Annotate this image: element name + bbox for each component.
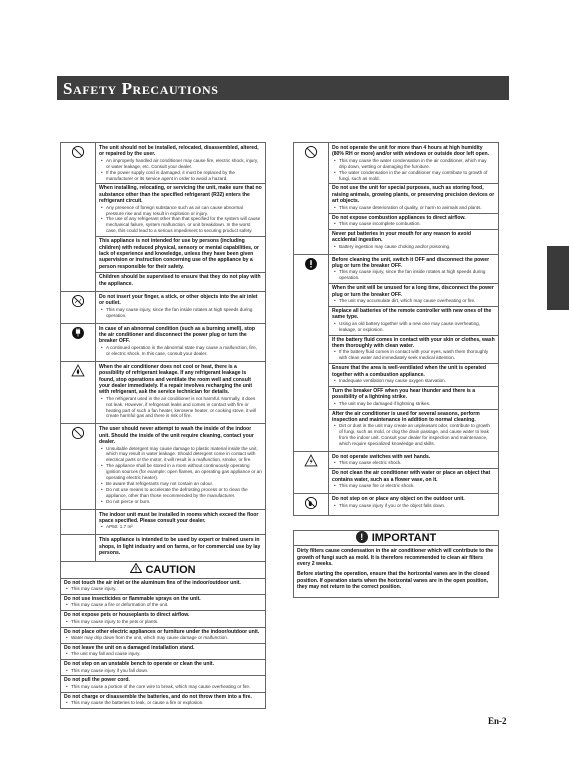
precaution-heading: Children should be supervised to ensure that they do not play with the appliance. [99,274,261,287]
bullet-item: • The unit may fall and cause injury. [71,651,262,657]
caution-item [61,643,266,659]
text-cell [96,292,266,324]
bullet-list [99,158,262,182]
caution-row [61,578,266,594]
prohibition-icon [71,145,85,159]
bullet-list [64,684,262,690]
precaution-heading: Do not insert your finger, a stick, or other objects into the air inlet or outlet. [99,294,258,307]
bullet-item: • The refrigerant used in the air conditioner is not harmful. Normally, it does not leak. However, if refrigerant leaks and comes in contact with fire or heating part of such a fan heater, kerosene heater, or cooking stove, it will create harmful gas and there is risk of fire. [106,396,262,420]
bullet-item: • This may cause a fire or deformation of the unit. [71,602,262,608]
bullet-list [332,244,495,250]
bullet-item: • This may cause fire or electric shock. [339,483,495,489]
caution-row [61,627,266,643]
bullet-item: • This may cause deterioration of quality, or harm to animals and plants. [339,205,495,211]
precaution-item [329,306,498,335]
precaution-heading: Replace all batteries of the remote controller with new ones of the same type. [332,307,492,321]
precaution-item [329,409,498,449]
text-cell [96,323,266,361]
mandatory-icon [304,257,318,271]
icon-cell [61,509,96,535]
caution-heading: Do not step on an unstable bench to operate or clean the unit. [64,661,214,668]
bullet-list [64,668,262,674]
chapter-tab [547,246,569,310]
bullet-list [64,586,262,592]
caution-heading: Do not touch the air inlet or the aluminum fins of the indoor/outdoor unit. [64,579,241,586]
bullet-list [332,158,495,182]
precaution-heading: In case of an abnormal condition (such as a burning smell), stop the air conditioner and disconnect the power plug or turn the breaker OFF. [99,325,255,345]
section-title: Safety Precautions [57,76,509,100]
precaution-item [329,144,498,183]
bullet-list [332,321,495,333]
bullet-list [64,619,262,625]
section-row [294,143,499,255]
bullet-list [99,524,262,530]
precaution-item [96,183,265,236]
caution-triangle-icon [130,563,142,573]
bullet-list [332,269,495,281]
right-table [293,142,499,516]
icon-cell [61,424,96,509]
bullet-item: • Water may drip down from the unit, which may cause damage or malfunction. [71,635,262,641]
caution-row [61,611,266,627]
bullet-item: • Inadequate ventilation may cause oxygen starvation. [339,378,495,384]
icon-cell [61,292,96,324]
precaution-item [96,236,265,272]
text-cell [96,535,266,561]
caution-heading: Do not expose pets or houseplants to direct airflow. [64,612,190,619]
bullet-item: • The unit may be damaged if lightning strikes. [339,401,495,407]
bullet-list [332,378,495,384]
bullet-item: • This may cause injury, since the fan inside rotates at high speeds during operation. [106,307,262,319]
text-cell [96,509,266,535]
text-cell [96,424,266,509]
precaution-heading: Before cleaning the unit, switch it OFF and disconnect the power plug or turn the breaker OFF. [332,256,490,269]
unplug-icon [71,326,85,340]
precaution-heading: This appliance is not intended for use by persons (including children) with reduced physical, sensory or mental capabilities, or lack of experience and knowledge, unless they have been given supervision or instruction concerning use of the appliance by a person responsible for their safety. [99,238,259,270]
caution-item [61,627,266,643]
important-header: ! IMPORTANT [293,530,499,546]
precaution-item [329,386,498,409]
text-cell [329,254,499,451]
left-column [60,142,266,709]
important-box [293,546,499,597]
precaution-item [96,511,265,533]
important-text-2: Before starting the operation, ensure that the horizontal vanes are in the closed position. If operation starts when the horizontal vanes are in the open position, they may not return to the correct position. [297,571,490,591]
icon-cell [61,143,96,292]
section-row [294,452,499,494]
precaution-heading: Never put batteries in your mouth for any reason to avoid accidental ingestion. [332,230,471,244]
precaution-heading: Do not operate the unit for more than 4 hours at high humidity (80% RH or more) and/or with windows or outside door left open. [332,145,490,158]
precaution-item [96,293,265,321]
bullet-item: • Using an old battery together with a new one may cause overheating, leakage, or explosion. [339,321,495,333]
bullet-list [332,483,495,489]
bullet-item: • The appliance shall be stored in a room without continuously operating ignition sources (for example: open flames, an operating gas appliance or an operating electric heater). [106,463,262,481]
important-text-1: Dirty filters cause condensation in the air conditioner which will contribute to the growth of fungi such as mold. It is therefore recommended to clean air filters every 2 weeks. [297,548,494,567]
exclamation-icon: ! [356,531,368,543]
caution-row [61,643,266,659]
section-row [61,424,266,509]
bullet-item: • AP50: 1.7 m² [106,524,262,530]
caution-heading: Do not use insecticides or flammable sprays on the unit. [64,595,201,602]
bullet-list [99,345,262,357]
caution-heading: Do not leave the unit on a damaged installation stand. [64,644,195,651]
bullet-item: • The unit may accumulate dirt, which may cause overheating or fire. [339,298,495,304]
bullet-item: • An improperly handled air conditioner may cause fire, electric shock, injury, or water leakage, etc. Consult your dealer. [106,158,262,170]
icon-cell [294,254,329,451]
bullet-list [332,460,495,466]
precaution-heading: Do not step on or place any object on the outdoor unit. [332,496,465,503]
caution-row [61,692,266,708]
no-touch-icon [71,294,85,308]
precaution-heading: When installing, relocating, or servicing the unit, make sure that no substance other than the specified refrigerant (R32) enters the refrigerant circuit. [99,185,262,205]
precaution-heading: The indoor unit must be installed in rooms which exceed the floor space specified. Please consult your dealer. [99,511,259,525]
text-cell [329,452,499,494]
precaution-item [329,256,498,284]
warning-table [60,142,266,562]
section-row [61,535,266,561]
section-row [61,292,266,324]
page-number: En-2 [488,716,507,726]
caution-row [61,660,266,676]
precaution-item [329,213,498,229]
caution-item [61,578,266,594]
precaution-item [329,495,498,510]
caution-item [61,594,266,610]
text-cell [329,494,499,516]
section-row [294,254,499,451]
bullet-item: • This may cause the water condensation in the air conditioner, which may drip down, wetting or damaging the furniture. [339,158,495,170]
text-cell [329,143,499,255]
caution-heading: Do not pull the power cord. [64,677,130,684]
icon-cell [61,323,96,361]
bullet-item: • This may cause injury if you or the object falls down. [339,503,495,509]
bullet-item: • This may cause electric shock. [339,460,495,466]
precaution-heading: Do not expose combustion appliances to direct airflow. [332,214,466,221]
caution-heading: Do not place other electric appliances or furniture under the indoor/outdoor unit. [64,628,260,635]
bullet-list [64,700,262,706]
bullet-list [332,503,495,509]
bullet-list [99,307,262,319]
precaution-item [329,229,498,252]
bullet-item: • This may cause incomplete combustion. [339,221,495,227]
bullet-list [99,446,262,505]
icon-cell [294,143,329,255]
precaution-heading: After the air conditioner is used for several seasons, perform inspection and maintenance in addition to normal cleaning. [332,410,480,424]
precaution-heading: The user should never attempt to wash the inside of the indoor unit. Should the inside of the unit require cleaning, contact your dealer. [99,426,254,446]
bullet-list [99,205,262,235]
bullet-list [332,401,495,407]
bullet-item: • A continued operation in the abnormal state may cause a malfunction, fire, or electric shock. In this case, consult your dealer. [106,345,262,357]
section-row [61,143,266,292]
bullet-item: • This may cause the batteries to leak, or cause a fire or explosion. [71,700,262,706]
section-row [61,323,266,361]
prohibition-icon [304,145,318,159]
bullet-list [332,349,495,361]
section-row [294,494,499,516]
bullet-list [332,298,495,304]
caution-item [61,692,266,708]
precaution-heading: Ensure that the area is well-ventilated when the unit is operated together with a combustion appliance. [332,365,486,378]
precaution-item [329,283,498,306]
icon-cell [294,494,329,516]
bullet-item: • The water condensation in the air conditioner may contribute to growth of fungi, such as mold. [339,170,495,182]
right-column [293,142,499,598]
precaution-heading: Do not operate switches with wet hands. [332,454,431,461]
caution-heading: Do not charge or disassemble the batteries, and do not throw them into a fire. [64,693,252,700]
precaution-item [96,536,265,558]
no-step-icon [304,496,318,510]
bullet-item: • Unsuitable detergent may cause damage to plastic material inside the unit, which may result in water leakage. Should detergent come in contact with electrical parts or the motor, it will result in a malfunction, smoke, or fire. [106,446,262,464]
text-cell [96,361,266,424]
bullet-list [64,635,262,641]
bullet-list [64,602,262,608]
caution-item [61,611,266,627]
icon-cell [61,535,96,561]
precaution-item [329,335,498,364]
precaution-heading: If the battery fluid comes in contact with your skin or clothes, wash them thoroughly with clean water. [332,336,495,349]
bullet-list [332,205,495,211]
flammable-icon [71,364,85,378]
caution-table [60,578,266,710]
precaution-heading: Do not clean the air conditioner with water or place an object that contains water, such as a flower vase, on it. [332,470,491,483]
bullet-item: • Do not pierce or burn. [106,499,262,505]
section-row [61,361,266,424]
caution-item [61,676,266,692]
bullet-item: • This may cause a portion of the core wire to break, which may cause overheating or fire. [71,684,262,690]
icon-cell [294,452,329,494]
section-row [61,509,266,535]
precaution-heading: When the air conditioner does not cool or heat, there is a possibility of refrigerant leakage. If any refrigerant leakage is found, stop operations and ventilate the room well and consult your dealer immediately. If a repair involves recharging the unit with refrigerant, ask the service technician for details. [99,363,253,396]
bullet-item: • Dirt or dust in the unit may create an unpleasant odor, contribute to growth of fungi, such as mold, or clog the drain passage, and cause water to leak from the indoor unit. Consult your dealer for inspection and maintenance, which require specialized knowledge and skills. [339,423,495,447]
bullet-item: • Any presence of foreign substance such as air can cause abnormal pressure rise and may result in explosion or injury. [106,205,262,217]
precaution-heading: The unit should not be installed, relocated, disassembled, altered, or repaired by the user. [99,145,259,158]
precaution-heading: Do not use the unit for special purposes, such as storing food, raising animals, growing plants, or preserving precision devices or art objects. [332,185,495,205]
icon-cell [61,361,96,424]
precaution-item [329,363,498,386]
caution-row [61,594,266,610]
bullet-item: • This may cause injury. [71,586,262,592]
prohibition-icon [71,426,85,440]
text-cell [96,143,266,292]
precaution-item [96,272,265,289]
bullet-item: • Be aware that refrigerants may not contain an odour. [106,481,262,487]
bullet-list [99,396,262,420]
precaution-item [96,363,265,422]
bullet-item: • This may cause injury to the pets or plants. [71,619,262,625]
bullet-item: • This may cause injury, since the fan inside rotates at high speeds during operation. [339,269,495,281]
bullet-list [64,651,262,657]
bullet-item: • This may cause injury if you fall down. [71,668,262,674]
precaution-item [329,468,498,491]
precaution-heading: Turn the breaker OFF when you hear thunder and there is a possibility of a lightning strike. [332,387,476,401]
bullet-item: • The use of any refrigerant other than that specified for the system will cause mechanical failure, system malfunction, or unit breakdown. In the worst case, this could lead to a serious impediment to securing product safety. [106,216,262,234]
caution-row [61,676,266,692]
bullet-item: • If the battery fluid comes in contact with your eyes, wash them thoroughly with clean water and immediately seek medical attention. [339,349,495,361]
bullet-list [332,423,495,447]
bullet-list [332,221,495,227]
precaution-item [329,183,498,212]
precaution-item [96,325,265,359]
precaution-item [329,453,498,468]
caution-item [61,660,266,676]
bullet-item: • Do not use means to accelerate the defrosting process or to clean the appliance, other than those recommended by the manufacturer. [106,487,262,499]
electric-shock-icon [304,454,318,468]
precaution-heading: When the unit will be unused for a long time, disconnect the power plug or turn the breaker OFF. [332,285,494,298]
precaution-item [96,425,265,506]
precaution-item [96,144,265,183]
caution-header: CAUTION [60,562,266,578]
precaution-heading: This appliance is intended to be used by expert or trained users in shops, in light industry and on farms, or for commercial use by lay persons. [99,537,261,557]
bullet-item: • If the power supply cord is damaged, it must be replaced by the manufacturer or its service agent in order to avoid a hazard. [106,170,262,182]
bullet-item: • Battery ingestion may cause choking and/or poisoning. [339,244,495,250]
